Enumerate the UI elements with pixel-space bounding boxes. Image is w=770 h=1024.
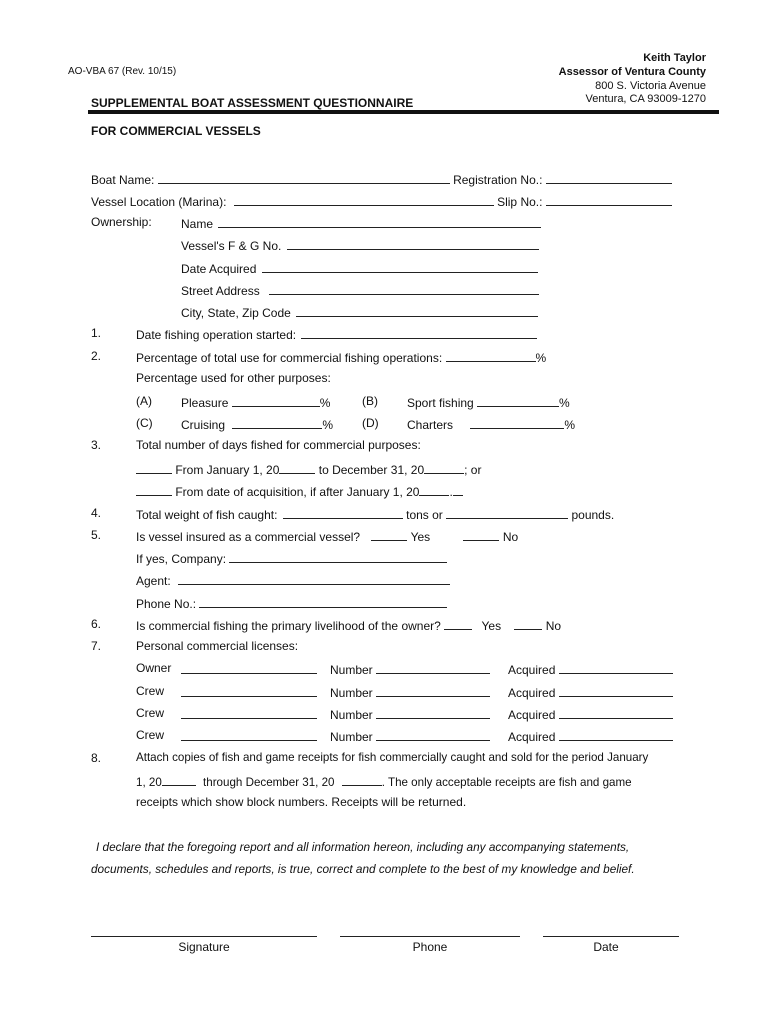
registration-field[interactable]: [546, 171, 672, 184]
option-a-pct: %: [319, 396, 331, 410]
q8-line3: receipts which show block numbers. Receipts will be returned.: [136, 795, 467, 809]
tons-field[interactable]: [283, 506, 403, 519]
company-field[interactable]: [229, 550, 447, 563]
q7-number: 7.: [91, 639, 102, 653]
declaration-line2: documents, schedules and reports, is true, correct and complete to the best of my knowledge and belief.: [91, 862, 635, 876]
license-owner-acquired-row: [508, 661, 673, 677]
q3-from-jan: From January 1, 20: [175, 463, 280, 477]
q3-end-field[interactable]: [453, 483, 463, 496]
phone-no-label: Phone No.:: [136, 597, 197, 611]
license-crew1-number-field[interactable]: [376, 684, 490, 697]
q8-number: 8.: [91, 751, 102, 765]
q3-line2: [136, 483, 463, 499]
license-crew2-number-field[interactable]: [376, 706, 490, 719]
q6-yes: Yes: [481, 619, 502, 633]
slip-label: Slip No.:: [497, 195, 543, 209]
license-crew2-number-row: [330, 706, 490, 722]
q3-from-acquisition: From date of acquisition, if after January 1, 20: [175, 485, 420, 499]
ownership-label: Ownership:: [91, 215, 152, 229]
q1-number: 1.: [91, 326, 102, 340]
agent-field[interactable]: [178, 572, 450, 585]
q5-yes: Yes: [410, 530, 431, 544]
option-b-text: Sport fishing: [407, 396, 474, 410]
q3-days-field-2[interactable]: [136, 483, 172, 496]
q5-yes-field[interactable]: [371, 528, 407, 541]
q4-number: 4.: [91, 506, 102, 520]
q5-number: 5.: [91, 528, 102, 542]
license-owner-field-row: [181, 661, 317, 677]
option-a-text: Pleasure: [181, 396, 229, 410]
boat-name-field[interactable]: [158, 171, 450, 184]
q1-label: Date fishing operation started:: [136, 328, 297, 342]
date-line[interactable]: [543, 936, 679, 937]
q6-no: No: [545, 619, 562, 633]
license-owner-field[interactable]: [181, 661, 317, 674]
license-owner-acquired-field[interactable]: [559, 661, 673, 674]
assessor-address-line1: 800 S. Victoria Avenue: [595, 80, 706, 92]
header-rule: [88, 110, 719, 114]
street-address-row: [181, 282, 539, 298]
assessor-address-line2: Ventura, CA 93009-1270: [585, 93, 706, 105]
vessel-location-row: [91, 193, 672, 209]
q5-no-field[interactable]: [463, 528, 499, 541]
date-acquired-field[interactable]: [262, 260, 538, 273]
q3-label: Total number of days fished for commercial purposes:: [136, 438, 421, 452]
option-d-pct: %: [564, 418, 576, 432]
q3-period: .: [449, 485, 453, 499]
date-acquired-row: [181, 260, 538, 276]
option-c-label: (C): [136, 416, 153, 430]
q4-tons: tons or: [406, 508, 443, 522]
license-crew3-label: Crew: [136, 728, 165, 742]
option-b-label: (B): [362, 394, 378, 408]
q8-line2: [136, 773, 632, 789]
option-b-row: [407, 394, 570, 410]
fg-no-field[interactable]: [287, 237, 539, 250]
assessor-name: Keith Taylor: [643, 52, 706, 64]
registration-label: Registration No.:: [453, 173, 543, 187]
q8-line1: Attach copies of fish and game receipts for fish commercially caught and sold for the period January: [136, 751, 649, 764]
license-crew1-acquired-field[interactable]: [559, 684, 673, 697]
agent-label: Agent:: [136, 574, 171, 588]
license-crew2-label: Crew: [136, 706, 165, 720]
license-crew3-number-field[interactable]: [376, 728, 490, 741]
date-acquired-label: Date Acquired: [181, 262, 257, 276]
q3-or: ; or: [464, 463, 482, 477]
license-crew2-field-row: [181, 706, 317, 722]
q3-number: 3.: [91, 438, 102, 452]
sport-fishing-field[interactable]: [477, 394, 559, 407]
company-label: If yes, Company:: [136, 552, 227, 566]
q3-year-field-2[interactable]: [424, 461, 464, 474]
license-crew2-acquired-label: Acquired: [508, 708, 556, 722]
q3-days-field-1[interactable]: [136, 461, 172, 474]
vessel-location-field[interactable]: [234, 193, 494, 206]
q8-year-field-1[interactable]: [162, 773, 196, 786]
q2-field[interactable]: [446, 349, 536, 362]
license-crew1-number-label: Number: [330, 686, 373, 700]
q2-pct: %: [535, 351, 547, 365]
option-a-row: [181, 394, 330, 410]
license-crew3-field-row: [181, 728, 317, 744]
declaration-line1: I declare that the foregoing report and all information hereon, including any accompanying statements,: [96, 840, 630, 854]
q6-row: [136, 617, 561, 633]
fg-no-row: [181, 237, 539, 253]
fg-no-label: Vessel's F & G No.: [181, 239, 282, 253]
license-crew1-number-row: [330, 684, 490, 700]
license-crew3-acquired-row: [508, 728, 673, 744]
form-title: SUPPLEMENTAL BOAT ASSESSMENT QUESTIONNAIRE: [91, 96, 414, 110]
boat-name-row: [91, 171, 672, 187]
license-crew2-number-label: Number: [330, 708, 373, 722]
option-c-pct: %: [322, 418, 334, 432]
license-crew1-acquired-row: [508, 684, 673, 700]
q3-year-field-1[interactable]: [279, 461, 315, 474]
license-crew3-acquired-label: Acquired: [508, 730, 556, 744]
assessor-title: Assessor of Ventura County: [558, 66, 706, 78]
q5-no: No: [502, 530, 519, 544]
q6-number: 6.: [91, 617, 102, 631]
company-row: [136, 550, 447, 566]
pounds-field[interactable]: [446, 506, 568, 519]
license-crew1-field[interactable]: [181, 684, 317, 697]
license-crew1-acquired-label: Acquired: [508, 686, 556, 700]
city-state-zip-field[interactable]: [296, 304, 538, 317]
q4-label: Total weight of fish caught:: [136, 508, 278, 522]
q4-pounds: pounds.: [571, 508, 615, 522]
license-crew1-field-row: [181, 684, 317, 700]
phone-no-row: [136, 595, 447, 611]
license-crew3-field[interactable]: [181, 728, 317, 741]
charters-field[interactable]: [470, 416, 564, 429]
agent-row: [136, 572, 450, 588]
q3-to-dec: to December 31, 20: [318, 463, 425, 477]
street-address-field[interactable]: [269, 282, 539, 295]
signature-label: Signature: [178, 940, 230, 954]
city-state-zip-label: City, State, Zip Code: [181, 306, 291, 320]
owner-name-label: Name: [181, 217, 214, 231]
q6-label: Is commercial fishing the primary livelihood of the owner?: [136, 619, 441, 633]
q7-label: Personal commercial licenses:: [136, 639, 299, 653]
cruising-field[interactable]: [232, 416, 322, 429]
license-owner-label: Owner: [136, 661, 172, 675]
pleasure-field[interactable]: [232, 394, 320, 407]
boat-name-label: Boat Name:: [91, 173, 155, 187]
q4-row: [136, 506, 614, 522]
license-crew1-label: Crew: [136, 684, 165, 698]
date-label: Date: [593, 940, 619, 954]
license-crew2-field[interactable]: [181, 706, 317, 719]
street-address-label: Street Address: [181, 284, 260, 298]
q2-label: Percentage of total use for commercial fishing operations:: [136, 351, 443, 365]
q1-field[interactable]: [301, 326, 537, 339]
vessel-location-label: Vessel Location (Marina):: [91, 195, 227, 209]
license-crew2-acquired-row: [508, 706, 673, 722]
license-crew3-number-row: [330, 728, 490, 744]
option-d-row: [407, 416, 575, 432]
city-state-zip-row: [181, 304, 538, 320]
license-crew3-acquired-field[interactable]: [559, 728, 673, 741]
option-c-text: Cruising: [181, 418, 226, 432]
q2-other-label: Percentage used for other purposes:: [136, 371, 331, 385]
option-b-pct: %: [559, 396, 570, 410]
option-a-label: (A): [136, 394, 152, 408]
q1-row: [136, 326, 537, 342]
q5-label: Is vessel insured as a commercial vessel?: [136, 530, 361, 544]
q8-jan: 1, 20: [136, 776, 162, 789]
q8-through: through December 31, 20: [203, 776, 335, 789]
signature-line[interactable]: [91, 936, 317, 937]
owner-name-field[interactable]: [218, 215, 541, 228]
form-subtitle: FOR COMMERCIAL VESSELS: [91, 124, 261, 138]
q2-row: [136, 349, 546, 365]
q8-year-field-2[interactable]: [342, 773, 382, 786]
q3-year-field-3[interactable]: [419, 483, 449, 496]
phone-no-field[interactable]: [199, 595, 447, 608]
phone-line[interactable]: [340, 936, 520, 937]
license-owner-number-row: [330, 661, 490, 677]
form-code: AO-VBA 67 (Rev. 10/15): [68, 66, 177, 77]
license-owner-number-label: Number: [330, 663, 373, 677]
option-d-label: (D): [362, 416, 379, 430]
q8-receipts-text: . The only acceptable receipts are fish and game: [381, 776, 632, 789]
option-c-row: [181, 416, 333, 432]
owner-name-row: [181, 215, 541, 231]
q6-no-field[interactable]: [514, 617, 542, 630]
q2-number: 2.: [91, 349, 102, 363]
license-crew3-number-label: Number: [330, 730, 373, 744]
license-owner-acquired-label: Acquired: [508, 663, 556, 677]
license-crew2-acquired-field[interactable]: [559, 706, 673, 719]
q5-row: [136, 528, 518, 544]
slip-field[interactable]: [546, 193, 672, 206]
option-d-text: Charters: [407, 418, 454, 432]
license-owner-number-field[interactable]: [376, 661, 490, 674]
q3-line1: [136, 461, 481, 477]
phone-label: Phone: [412, 940, 448, 954]
q6-yes-field[interactable]: [444, 617, 472, 630]
